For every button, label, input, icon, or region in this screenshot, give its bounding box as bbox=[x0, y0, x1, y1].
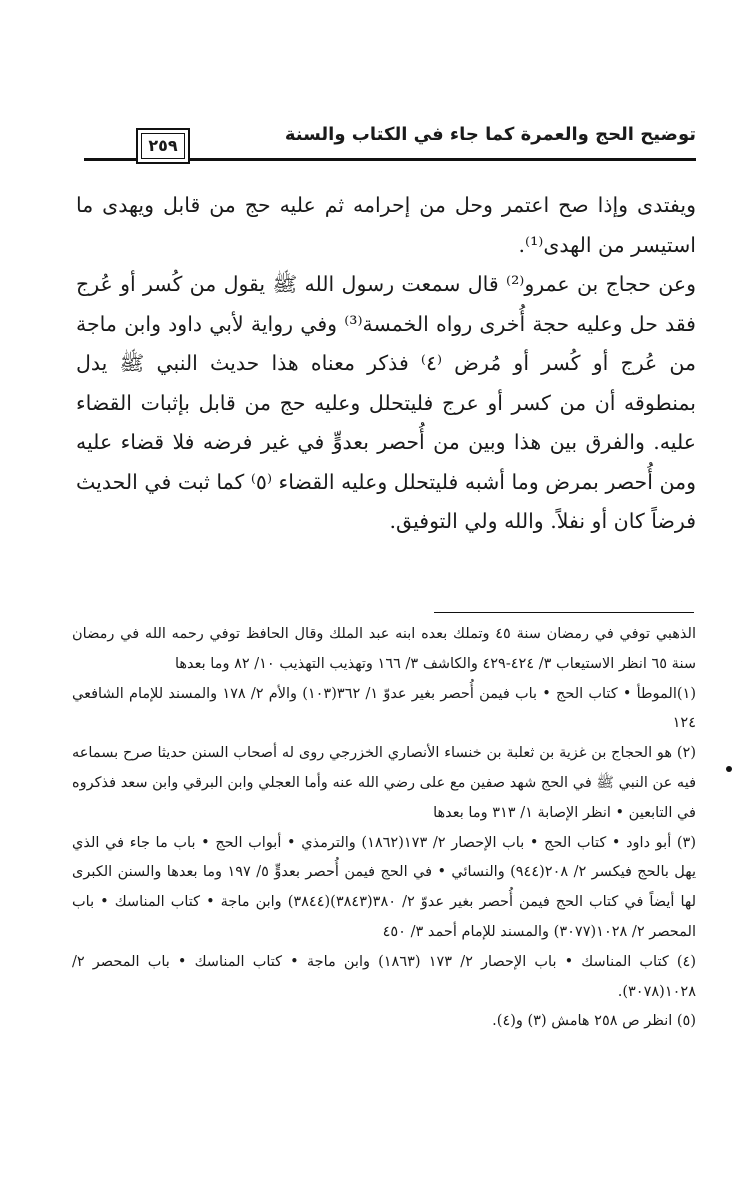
header-rule bbox=[190, 158, 696, 161]
footnotes bbox=[72, 620, 696, 1037]
header-rule-left bbox=[84, 158, 136, 161]
main-text bbox=[76, 186, 696, 542]
running-title: توضيح الحج والعمرة كما جاء في الكتاب والسنة bbox=[284, 124, 696, 145]
footnote: (٥) انظر ص ٢٥٨ هامش (٣) و(٤). bbox=[492, 1013, 696, 1030]
footnote: (٢) هو الحجاج بن غزية بن ثعلبة بن خنساء الأنصاري الخزرجي روى له أصحاب السنن حديثا صرح بسماعه فيه عن النبي ﷺ في الحج شهد صفين مع على رضي الله عنه وأما العجلي وابن البرقي وابن سعد فذكروه في التابعين • انظر الإصابة ١/ ٣١٣ وما بعدها bbox=[72, 745, 696, 821]
paragraph: وعن حجاج بن عمرو⁽²⁾ قال سمعت رسول الله ﷺ يقول من كُسر أو عُرج فقد حل وعليه حجة أُخرى رواه الخمسة⁽³⁾ وفي رواية لأبي داود وابن ماجة من عُرج أو كُسر أو مُرض ⁽٤⁾ فذكر معناه هذا حديث النبي ﷺ يدل بمنطوقه أن من كسر أو عرج فليتحلل وعليه حج من قابل بإثبات القضاء عليه. والفرق بين هذا وبين من أُحصر بعدوٍّ في غير فرضه فلا قضاء عليه ومن أُحصر بمرض وما أشبه فليتحلل وعليه القضاء ⁽٥⁾ كما ثبت في الحديث فرضاً كان أو نفلاً. والله ولي التوفيق. bbox=[76, 272, 696, 533]
footnote: (٤) كتاب المناسك • باب الإحصار ٢/ ١٧٣ (١٨٦٣) وابن ماجة • كتاب المناسك • باب المحصر ٢/ ١٠٢٨(٣٠٧٨). bbox=[72, 953, 696, 1000]
footnote: (١)الموطأ • كتاب الحج • باب فيمن أُحصر بغير عدوّ ١/ ٣٦٢(١٠٣) والأم ٢/ ١٧٨ والمسند للإمام الشافعي ١٢٤ bbox=[72, 685, 696, 732]
page-number: ٢٥٩ bbox=[141, 133, 185, 159]
page-number-box bbox=[136, 128, 190, 164]
footnote-separator bbox=[434, 612, 694, 613]
margin-dot bbox=[726, 766, 732, 772]
paragraph: ويفتدى وإذا صح اعتمر وحل من إحرامه ثم عليه حج من قابل ويهدى ما استيسر من الهدى⁽¹⁾. bbox=[76, 193, 696, 257]
footnote-continuation: الذهبي توفي في رمضان سنة ٤٥ وتملك بعده ابنه عبد الملك وقال الحافظ توفي رحمه الله في رمضان سنة ٦٥ انظر الاستيعاب ٣/ ٤٢٤-٤٢٩ والكاشف ٣/ ١٦٦ وتهذيب التهذيب ١٠/ ٨٢ وما بعدها bbox=[72, 626, 696, 672]
footnote: (٣) أبو داود • كتاب الحج • باب الإحصار ٢/ ١٧٣(١٨٦٢) والترمذي • أبواب الحج • باب ما جاء في الذي يهل بالحج فيكسر ٢/ ٢٠٨(٩٤٤) والنسائي • في الحج فيمن أُحصر بعدوٍّ ٥/ ١٩٧ وما بعدها والسنن الكبرى لها أيضاً في كتاب الحج فيمن أُحصر بغير عدوّ ٢/ ٣٨٠(٣٨٤٣)(٣٨٤٤) وابن ماجة • كتاب المناسك • باب المحصر ٢/ ١٠٢٨(٣٠٧٧) والمسند للإمام أحمد ٣/ ٤٥٠ bbox=[72, 834, 697, 940]
